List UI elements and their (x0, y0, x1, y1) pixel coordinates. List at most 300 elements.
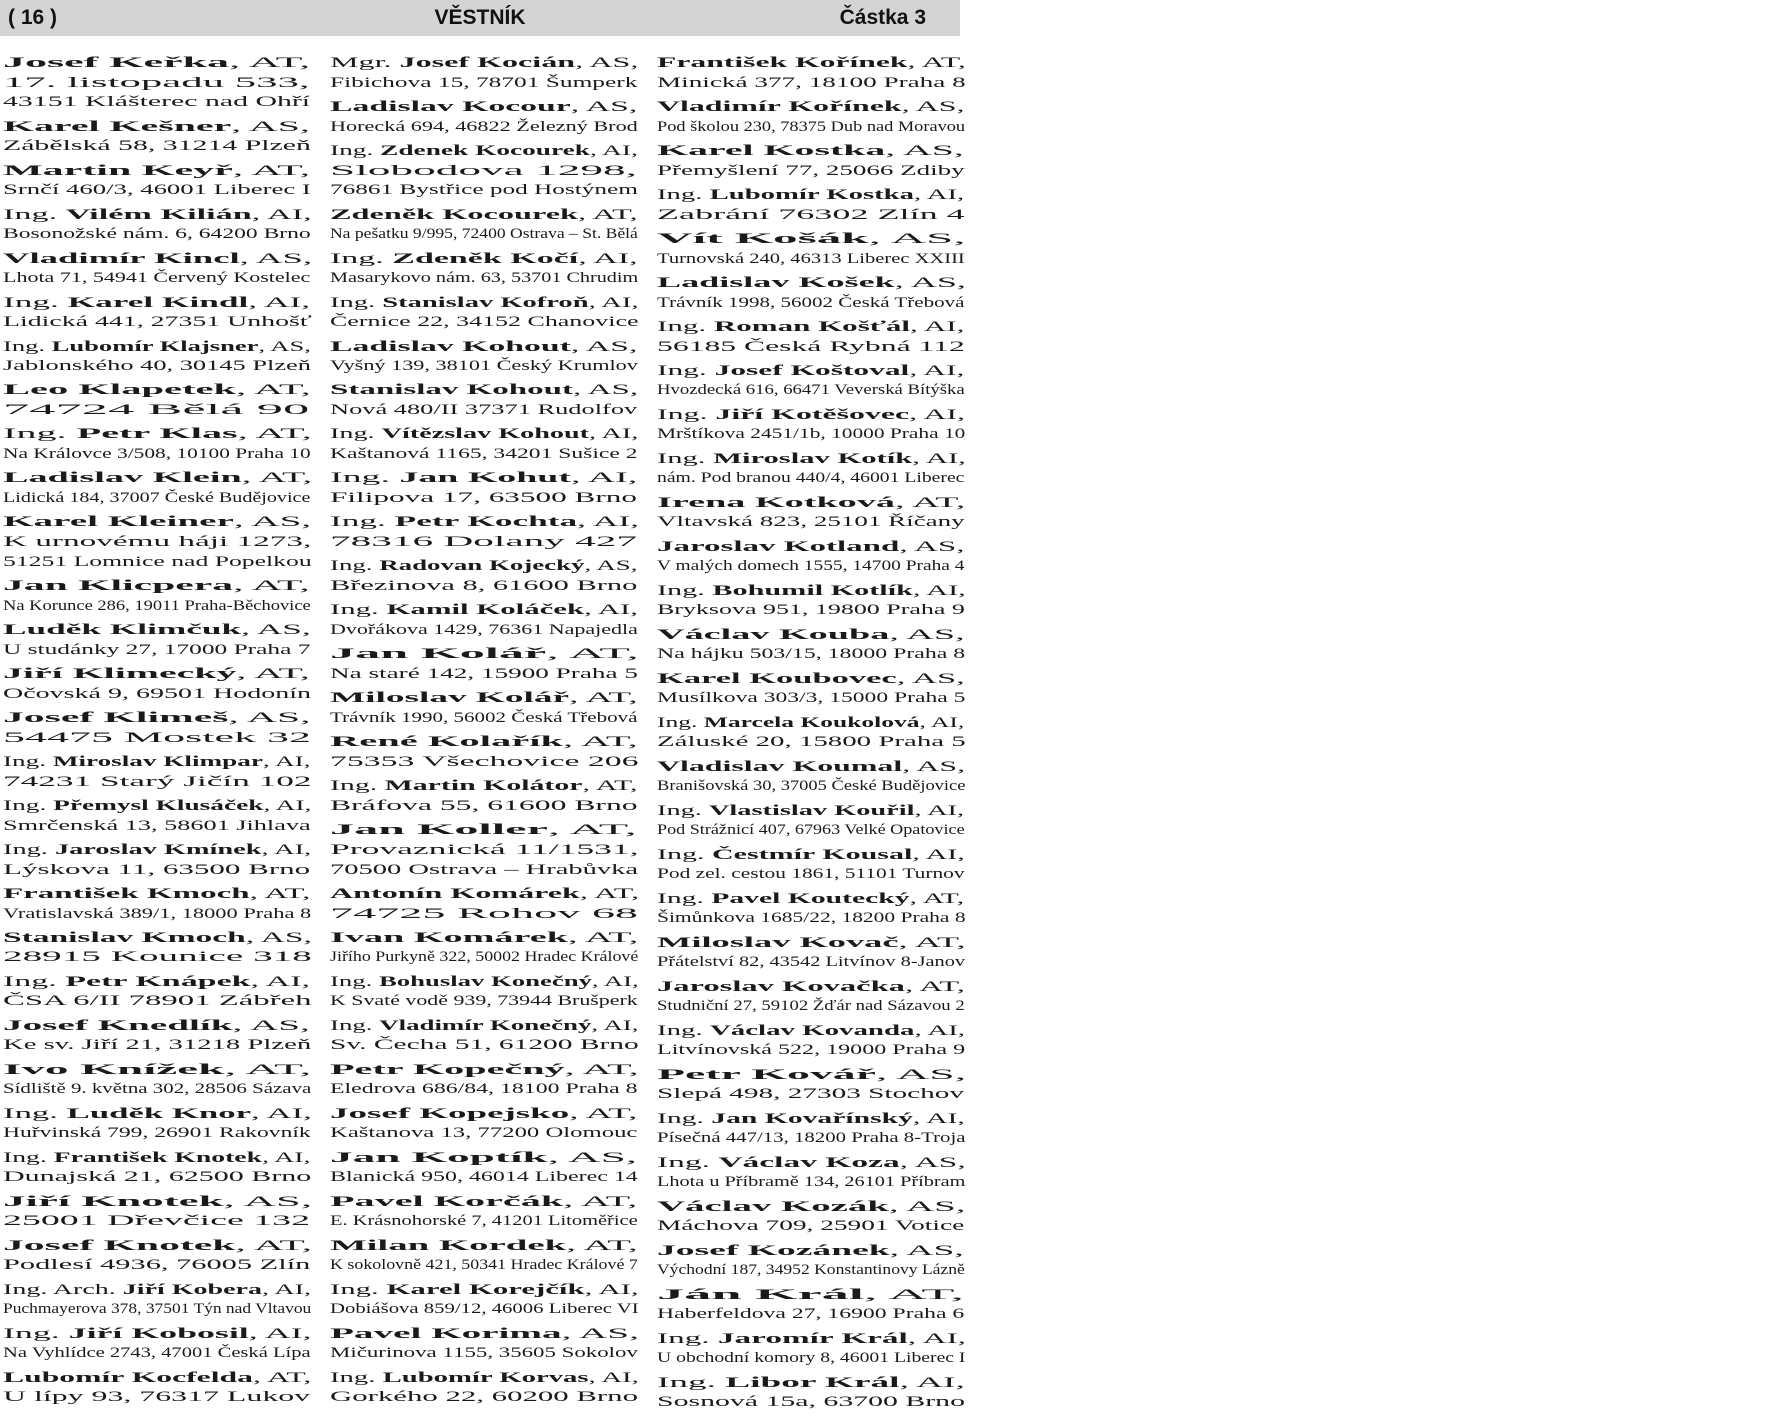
entry-address: Filipova 17, 63500 Brno (330, 490, 637, 507)
directory-entry (657, 978, 969, 1017)
entry-title: Ing. (657, 890, 712, 907)
entry-category: , AI, (589, 142, 638, 159)
entry-category: , AI, (248, 1325, 312, 1342)
directory-entry (330, 1061, 642, 1100)
entry-name: Kamil Koláček (386, 602, 585, 619)
directory-entry (330, 1149, 642, 1188)
directory-entry (3, 1017, 315, 1056)
entry-name: Miroslav Kotík (713, 450, 913, 467)
entry-name: Vladimír Kořínek (657, 98, 902, 115)
entry-title: Ing. (3, 797, 54, 814)
entry-address: nám. Pod branou 440/4, 46001 Liberec (657, 470, 965, 487)
column-2 (330, 54, 642, 1413)
entry-address: Písečná 447/13, 18200 Praha 8-Troja (657, 1130, 966, 1147)
directory-entry (657, 1110, 969, 1149)
directory-entry (330, 821, 642, 880)
directory-entry (3, 1061, 315, 1100)
entry-name: Josef Kopejsko (330, 1105, 570, 1122)
entry-name: Karel Korejčík (386, 1281, 585, 1298)
entry-address: Haberfeldova 27, 16900 Praha 6 (657, 1306, 965, 1323)
entry-address: 17. listopadu 533, (3, 74, 310, 91)
entry-name: Luděk Klimčuk (3, 622, 242, 638)
entry-name: René Kolařík (330, 734, 564, 751)
entry-name: Jan Klicpera (3, 578, 234, 595)
column-3 (657, 54, 969, 1418)
entry-category: , AS, (875, 1066, 967, 1083)
entry-category: , AI, (261, 841, 312, 858)
entry-title: Mgr. (330, 55, 400, 71)
entry-category: , AI, (914, 186, 965, 203)
directory-entry (657, 758, 969, 797)
directory-entry (657, 1374, 969, 1413)
entry-name: Zdeněk Kočí (392, 250, 579, 267)
directory-entry (3, 973, 315, 1012)
entry-title: Ing. (657, 450, 714, 467)
entry-name: Jiří Klimecký (3, 665, 237, 682)
issue-label: Částka 3 (839, 6, 926, 29)
entry-category: , AT, (904, 978, 965, 995)
entry-category: , AS, (241, 622, 311, 638)
entry-address: 51251 Lomnice nad Popelkou (3, 553, 312, 570)
entry-address: Zábělská 58, 31214 Plzeň (3, 138, 311, 155)
entry-category: , AI, (912, 582, 966, 599)
entry-heading (657, 186, 1254, 206)
entry-name: Lubomír Korvas (382, 1369, 589, 1386)
entry-category: , AI, (909, 362, 965, 379)
entry-category: , AI, (914, 1022, 966, 1039)
entry-title: Ing. (3, 1105, 67, 1122)
entry-address: Jiřího Purkyně 322, 50002 Hradec Králové (330, 949, 639, 966)
directory-entry (657, 186, 969, 225)
entry-name: Vítězslav Kohout (381, 426, 590, 443)
entry-address: Srnčí 460/3, 46001 Liberec I (3, 182, 311, 199)
entry-address: Sosnová 15a, 63700 Brno (657, 1394, 965, 1411)
entry-name: Vít Košák (657, 230, 869, 247)
entry-name: Jan Koller (330, 822, 548, 839)
entry-address: K Svaté vodě 939, 73944 Brušperk (330, 993, 638, 1010)
entry-address: Smrčenská 13, 58601 Jihlava (3, 817, 311, 834)
directory-entry (657, 582, 969, 621)
entry-name: Stanislav Kohout (330, 382, 573, 399)
entry-category: , AS, (899, 538, 965, 555)
entry-heading (657, 450, 1293, 470)
entry-title: Ing. (330, 558, 380, 575)
entry-category: , AI, (251, 1105, 312, 1122)
entry-name: Jiří Kotěšovec (715, 406, 910, 423)
entry-category: , AS, (899, 1154, 966, 1171)
entry-heading (657, 142, 1485, 162)
entry-address: Bryksova 951, 19800 Praha 9 (657, 602, 965, 619)
entry-name: Ladislav Kocour (330, 98, 571, 115)
entry-address: Turnovská 240, 46313 Liberec XXIII (657, 250, 965, 267)
directory-entry (657, 274, 969, 313)
entry-title: Ing. (657, 802, 709, 819)
entry-category: , AT, (241, 470, 313, 487)
entry-category: , AS, (570, 98, 638, 115)
entry-category: , AI, (588, 1369, 639, 1386)
entry-category: , AT, (249, 885, 311, 902)
entry-title: Ing. (3, 426, 77, 443)
entry-name: Ladislav Kohout (330, 338, 571, 355)
entry-name: Jaroslav Kmínek (54, 841, 262, 858)
directory-entry (3, 577, 315, 616)
entry-name: Karel Kindl (67, 294, 249, 311)
directory-entry (330, 777, 642, 816)
entry-category: , AS, (896, 670, 965, 687)
entry-address: Branišovská 30, 37005 České Budějovice (657, 778, 966, 795)
entry-name: Přemysl Klusáček (53, 797, 264, 814)
entry-heading (657, 1066, 1608, 1086)
entry-address: Záluské 20, 15800 Praha 5 (657, 734, 966, 751)
entry-name: Vlastislav Kouřil (708, 802, 915, 819)
entry-category: , AI, (251, 206, 312, 223)
entry-title: Ing. (330, 294, 383, 311)
entry-address: Hvozdecká 616, 66471 Veverská Bítýška (657, 382, 965, 399)
directory-entry (657, 1066, 969, 1105)
entry-name: Irena Kotková (657, 494, 895, 511)
entry-heading (657, 1110, 1273, 1130)
entry-title: Ing. (330, 250, 393, 267)
page-number: ( 16 ) (8, 6, 58, 29)
directory-entry (330, 54, 642, 93)
entry-category: , AS, (231, 118, 310, 135)
entry-category: , AT, (569, 1105, 638, 1122)
directory-entry (3, 162, 315, 201)
entry-address: Eledrova 686/84, 18100 Praha 8 (330, 1081, 638, 1098)
directory-entry (657, 230, 969, 269)
entry-address: Kaštanova 13, 77200 Olomouc (330, 1125, 638, 1142)
directory-entry (3, 118, 315, 157)
entry-address: Pod zel. cestou 1861, 51101 Turnov (657, 866, 965, 883)
directory-entry (330, 689, 642, 728)
entry-category: , AI, (578, 250, 638, 267)
entry-title: Ing. (657, 1374, 726, 1391)
entry-title: Ing. (3, 1325, 69, 1342)
entry-address: Musílkova 303/3, 15000 Praha 5 (657, 690, 966, 707)
directory-entry (657, 934, 969, 973)
entry-address: 70500 Ostrava – Hrabůvka (330, 861, 639, 878)
entry-title: Ing. (657, 846, 712, 863)
entry-category: , AT, (546, 646, 639, 663)
directory-entry (330, 1193, 642, 1232)
directory-entry (3, 381, 315, 420)
entry-category: , AI, (912, 450, 966, 467)
entry-address: V malých domech 1555, 14700 Praha 4 (657, 558, 965, 575)
directory-entry (3, 885, 315, 924)
directory-entry (3, 1325, 315, 1364)
entry-address: Ke sv. Jiří 21, 31218 Plzeň (3, 1037, 312, 1054)
directory-entry (3, 54, 315, 113)
directory-entry (657, 1286, 969, 1325)
entry-heading (657, 54, 1315, 74)
directory-entry (3, 1193, 315, 1232)
entry-address: Sídliště 9. května 302, 28506 Sázava (3, 1081, 312, 1098)
entry-name: Josef Knedlík (3, 1017, 233, 1034)
entry-category: , AT, (863, 1286, 965, 1303)
directory-entry (330, 645, 642, 684)
entry-name: Luděk Knor (66, 1105, 252, 1122)
entry-category: , AT, (236, 382, 311, 399)
entry-address: Vyšný 139, 38101 Český Krumlov (330, 358, 638, 375)
directory-entry (657, 714, 969, 753)
entry-category: , AI, (907, 1330, 966, 1347)
entry-address: Dobiášova 859/12, 46006 Liberec VI (330, 1301, 639, 1318)
entry-address: Černice 22, 34152 Chanovice (330, 314, 639, 331)
directory-entry (3, 469, 315, 508)
directory-entry (3, 1105, 315, 1144)
directory-entry (657, 670, 969, 709)
entry-heading (657, 230, 1679, 250)
entry-category: , AT, (566, 1237, 638, 1254)
entry-title: Ing. (657, 582, 713, 599)
entry-title: Ing. (657, 406, 716, 423)
entry-name: František Kořínek (657, 55, 908, 71)
entry-address: Dunajská 21, 62500 Brno (3, 1169, 312, 1186)
entry-category: , AT, (563, 734, 638, 751)
entry-name: Pavel Korima (330, 1325, 562, 1342)
directory-entry (657, 890, 969, 929)
entry-name: Milan Kordek (330, 1237, 567, 1254)
directory-entry (657, 1154, 969, 1193)
entry-name: Vladislav Koumal (657, 758, 903, 775)
entry-category: , AT, (582, 778, 638, 795)
entry-address: 28915 Kounice 318 (3, 949, 312, 966)
entry-address: Máchova 709, 25901 Votice (657, 1218, 965, 1235)
entry-category: , AS, (228, 709, 311, 726)
entry-name: Petr Kochta (394, 514, 578, 531)
entry-category: , AI, (261, 1149, 311, 1166)
entry-name: Bohuslav Konečný (378, 973, 592, 990)
entry-name: Josef Keřka (3, 55, 230, 71)
entry-address: K sokolovně 421, 50341 Hradec Králové 7 (330, 1257, 638, 1274)
entry-name: Josef Kocián (399, 55, 576, 71)
directory-entry (330, 885, 642, 924)
entry-address: Masarykovo nám. 63, 53701 Chrudim (330, 270, 639, 287)
entry-title: Ing. (330, 1369, 383, 1386)
entry-name: Ladislav Klein (3, 470, 242, 487)
directory-entry (330, 513, 642, 552)
directory-entry (657, 494, 969, 533)
entry-category: , AS, (889, 1242, 964, 1259)
entry-address: Na pešatku 9/995, 72400 Ostrava – St. Bělá (330, 226, 638, 243)
entry-name: Vladimír Konečný (379, 1017, 592, 1034)
entry-category: , AI, (250, 973, 311, 990)
directory-entry (3, 425, 315, 464)
entry-name: Antonín Komárek (330, 885, 580, 902)
entry-address: Slepá 498, 27303 Stochov (657, 1086, 965, 1103)
directory-entry (3, 929, 315, 968)
entry-category: , AT, (224, 1061, 312, 1078)
entry-name: Libor Král (725, 1374, 900, 1391)
entry-name: Josef Knotek (3, 1237, 236, 1254)
entry-address: Na Vyhlídce 2743, 47001 Česká Lípa (3, 1345, 311, 1362)
entry-address: 74231 Starý Jičín 102 (3, 773, 312, 790)
entry-address: Bosonožské nám. 6, 64200 Brno (3, 226, 311, 243)
entry-category: , AS, (245, 929, 312, 946)
entry-address: Fibichova 15, 78701 Šumperk (330, 74, 638, 91)
entry-name: Miroslav Klimpar (52, 753, 263, 770)
entry-category: , AS, (239, 250, 313, 267)
entry-category: , AI, (910, 318, 965, 335)
entry-heading (657, 494, 1451, 514)
entry-name: Ján Král (657, 1286, 864, 1303)
directory-entry (330, 206, 642, 245)
directory-entry (3, 206, 315, 245)
entry-category: , AT, (232, 162, 311, 179)
entry-category: , AT, (235, 1237, 313, 1254)
page-header (0, 0, 960, 36)
entry-address: Lhota u Příbramě 134, 26101 Příbram (657, 1174, 966, 1191)
directory-entry (657, 98, 969, 137)
entry-address: U studánky 27, 17000 Praha 7 (3, 641, 311, 658)
entry-category: , AT, (237, 426, 312, 443)
directory-entry (330, 973, 642, 1012)
entry-address: Minická 377, 18100 Praha 8 (657, 74, 966, 91)
entry-address: Huřvinská 799, 26901 Rakovník (3, 1125, 311, 1142)
entry-category: , AS, (547, 1149, 638, 1166)
entry-heading (657, 1330, 1348, 1350)
entry-category: , AS, (575, 55, 639, 71)
entry-heading (657, 1154, 1353, 1174)
entry-heading (657, 582, 1285, 602)
directory-entry (3, 294, 315, 333)
entry-name: Lubomír Kocfelda (3, 1369, 253, 1386)
entry-category: , AI, (584, 1281, 639, 1298)
entry-address: Přemyšlení 77, 25066 Zdiby (657, 162, 965, 179)
entry-category: , AT, (898, 934, 966, 951)
entry-name: Pavel Koutecký (711, 890, 910, 907)
directory-entry (330, 1325, 642, 1364)
entry-category: , AS, (233, 514, 312, 531)
entry-name: Radovan Kojecký (379, 558, 585, 575)
entry-name: Jaroslav Kovačka (657, 978, 905, 995)
entry-category: , AI, (577, 514, 639, 531)
entry-address: Na staré 142, 15900 Praha 5 (330, 665, 638, 682)
directory-entry (330, 1369, 642, 1408)
directory-entry (657, 318, 969, 357)
entry-name: Václav Koza (718, 1154, 900, 1171)
entry-address: Trávník 1990, 56002 Česká Třebová (330, 709, 638, 726)
entry-address: Šimůnkova 1685/22, 18200 Praha 8 (657, 910, 966, 927)
entry-address: Březinova 8, 61600 Brno (330, 578, 638, 595)
entry-name: Jan Kohut (399, 470, 571, 487)
entry-title: Ing. (3, 1149, 54, 1166)
entry-address: 76861 Bystřice pod Hostýnem (330, 182, 638, 199)
entry-heading (657, 714, 1188, 734)
entry-address: K urnovému háji 1273, (3, 534, 312, 551)
entry-heading (657, 1198, 1465, 1218)
directory-entry (3, 797, 315, 836)
directory-entry (330, 425, 642, 464)
entry-title: Ing. (657, 1110, 712, 1127)
entry-category: , AS, (868, 230, 966, 247)
entry-category: , AS, (258, 338, 311, 355)
entry-title: Ing. (657, 318, 714, 335)
entry-category: , AS, (223, 1193, 313, 1210)
entry-title: Ing. (330, 1017, 380, 1034)
directory-entry (657, 142, 969, 181)
entry-address: 56185 Česká Rybná 112 (657, 338, 965, 355)
entry-heading (657, 1374, 1432, 1394)
entry-title: Ing. (330, 1281, 387, 1298)
entry-name: Lubomír Klajsner (51, 338, 259, 355)
entry-heading (657, 890, 1273, 910)
entry-name: Pavel Korčák (330, 1193, 564, 1210)
entry-address: Studniční 27, 59102 Žďár nad Sázavou 2 (657, 998, 965, 1015)
directory-entry (330, 1017, 642, 1056)
entry-heading (657, 1022, 1258, 1042)
entry-category: , AT, (907, 55, 966, 71)
entry-address: Podlesí 4936, 76005 Zlín (3, 1257, 311, 1274)
entry-name: Jiří Kobera (122, 1281, 262, 1298)
entry-heading (657, 934, 1414, 954)
entry-name: Martin Keyř (3, 162, 233, 179)
entry-category: , AT, (547, 822, 637, 839)
entry-address: Litvínovská 522, 19000 Praha 9 (657, 1042, 966, 1059)
directory-entry (657, 802, 969, 841)
entry-address: Nová 480/II 37371 Rudolfov (330, 402, 638, 419)
entry-address: ČSA 6/II 78901 Zábřeh (3, 993, 312, 1010)
directory-entry (3, 1237, 315, 1276)
entry-address: 75353 Všechovice 206 (330, 753, 639, 770)
entry-name: Leo Klapetek (3, 382, 237, 399)
entry-category: , AT, (229, 55, 311, 71)
entry-address: 54475 Mostek 32 (3, 729, 311, 746)
directory-entry (3, 753, 315, 792)
entry-heading (657, 670, 1374, 690)
entry-name: Jan Kovařínský (711, 1110, 913, 1127)
directory-entry (657, 54, 969, 93)
entry-category: , AT, (564, 1061, 639, 1078)
directory-entry (330, 557, 642, 596)
entry-address: Jablonského 40, 30145 Plzeň (3, 358, 311, 375)
entry-name: Václav Kouba (657, 626, 890, 643)
directory-entry (3, 1149, 315, 1188)
entry-title: Ing. (330, 426, 382, 443)
entry-name: Bohumil Kotlík (712, 582, 913, 599)
directory-entry (657, 406, 969, 445)
entry-category: , AT, (579, 885, 640, 902)
entry-category: , AI, (914, 802, 965, 819)
directory-entry (657, 1022, 969, 1061)
entry-name: Josef Koštoval (714, 362, 910, 379)
directory-entry (3, 709, 315, 748)
entry-name: Petr Klas (76, 426, 238, 443)
entry-title: Ing. (657, 714, 704, 731)
directory-entry (657, 362, 969, 401)
entry-name: Petr Kopečný (330, 1061, 565, 1078)
entry-address: Vratislavská 389/1, 18000 Praha 8 (3, 905, 312, 922)
entry-address: Vltavská 823, 25101 Říčany (657, 514, 965, 531)
entry-address: Lhota 71, 54941 Červený Kostelec (3, 270, 311, 287)
entry-category: , AI, (248, 294, 311, 311)
directory-entry (330, 733, 642, 772)
entry-heading (657, 626, 1451, 646)
directory-entry (3, 250, 315, 289)
entry-name: Martin Kolátor (384, 778, 583, 795)
entry-address: Blanická 950, 46014 Liberec 14 (330, 1169, 638, 1186)
entry-title: Ing. (330, 778, 385, 795)
entry-name: Stanislav Kmoch (3, 929, 246, 946)
entry-category: , AI, (261, 1281, 311, 1298)
entry-category: , AI, (591, 1017, 639, 1034)
entry-name: Miloslav Kolář (330, 690, 570, 707)
entry-heading (657, 406, 1320, 426)
entry-heading (657, 802, 1247, 822)
entry-category: , AS, (902, 758, 966, 775)
entry-address: 43151 Klášterec nad Ohří (3, 94, 311, 111)
entry-name: Lubomír Kostka (709, 186, 915, 203)
